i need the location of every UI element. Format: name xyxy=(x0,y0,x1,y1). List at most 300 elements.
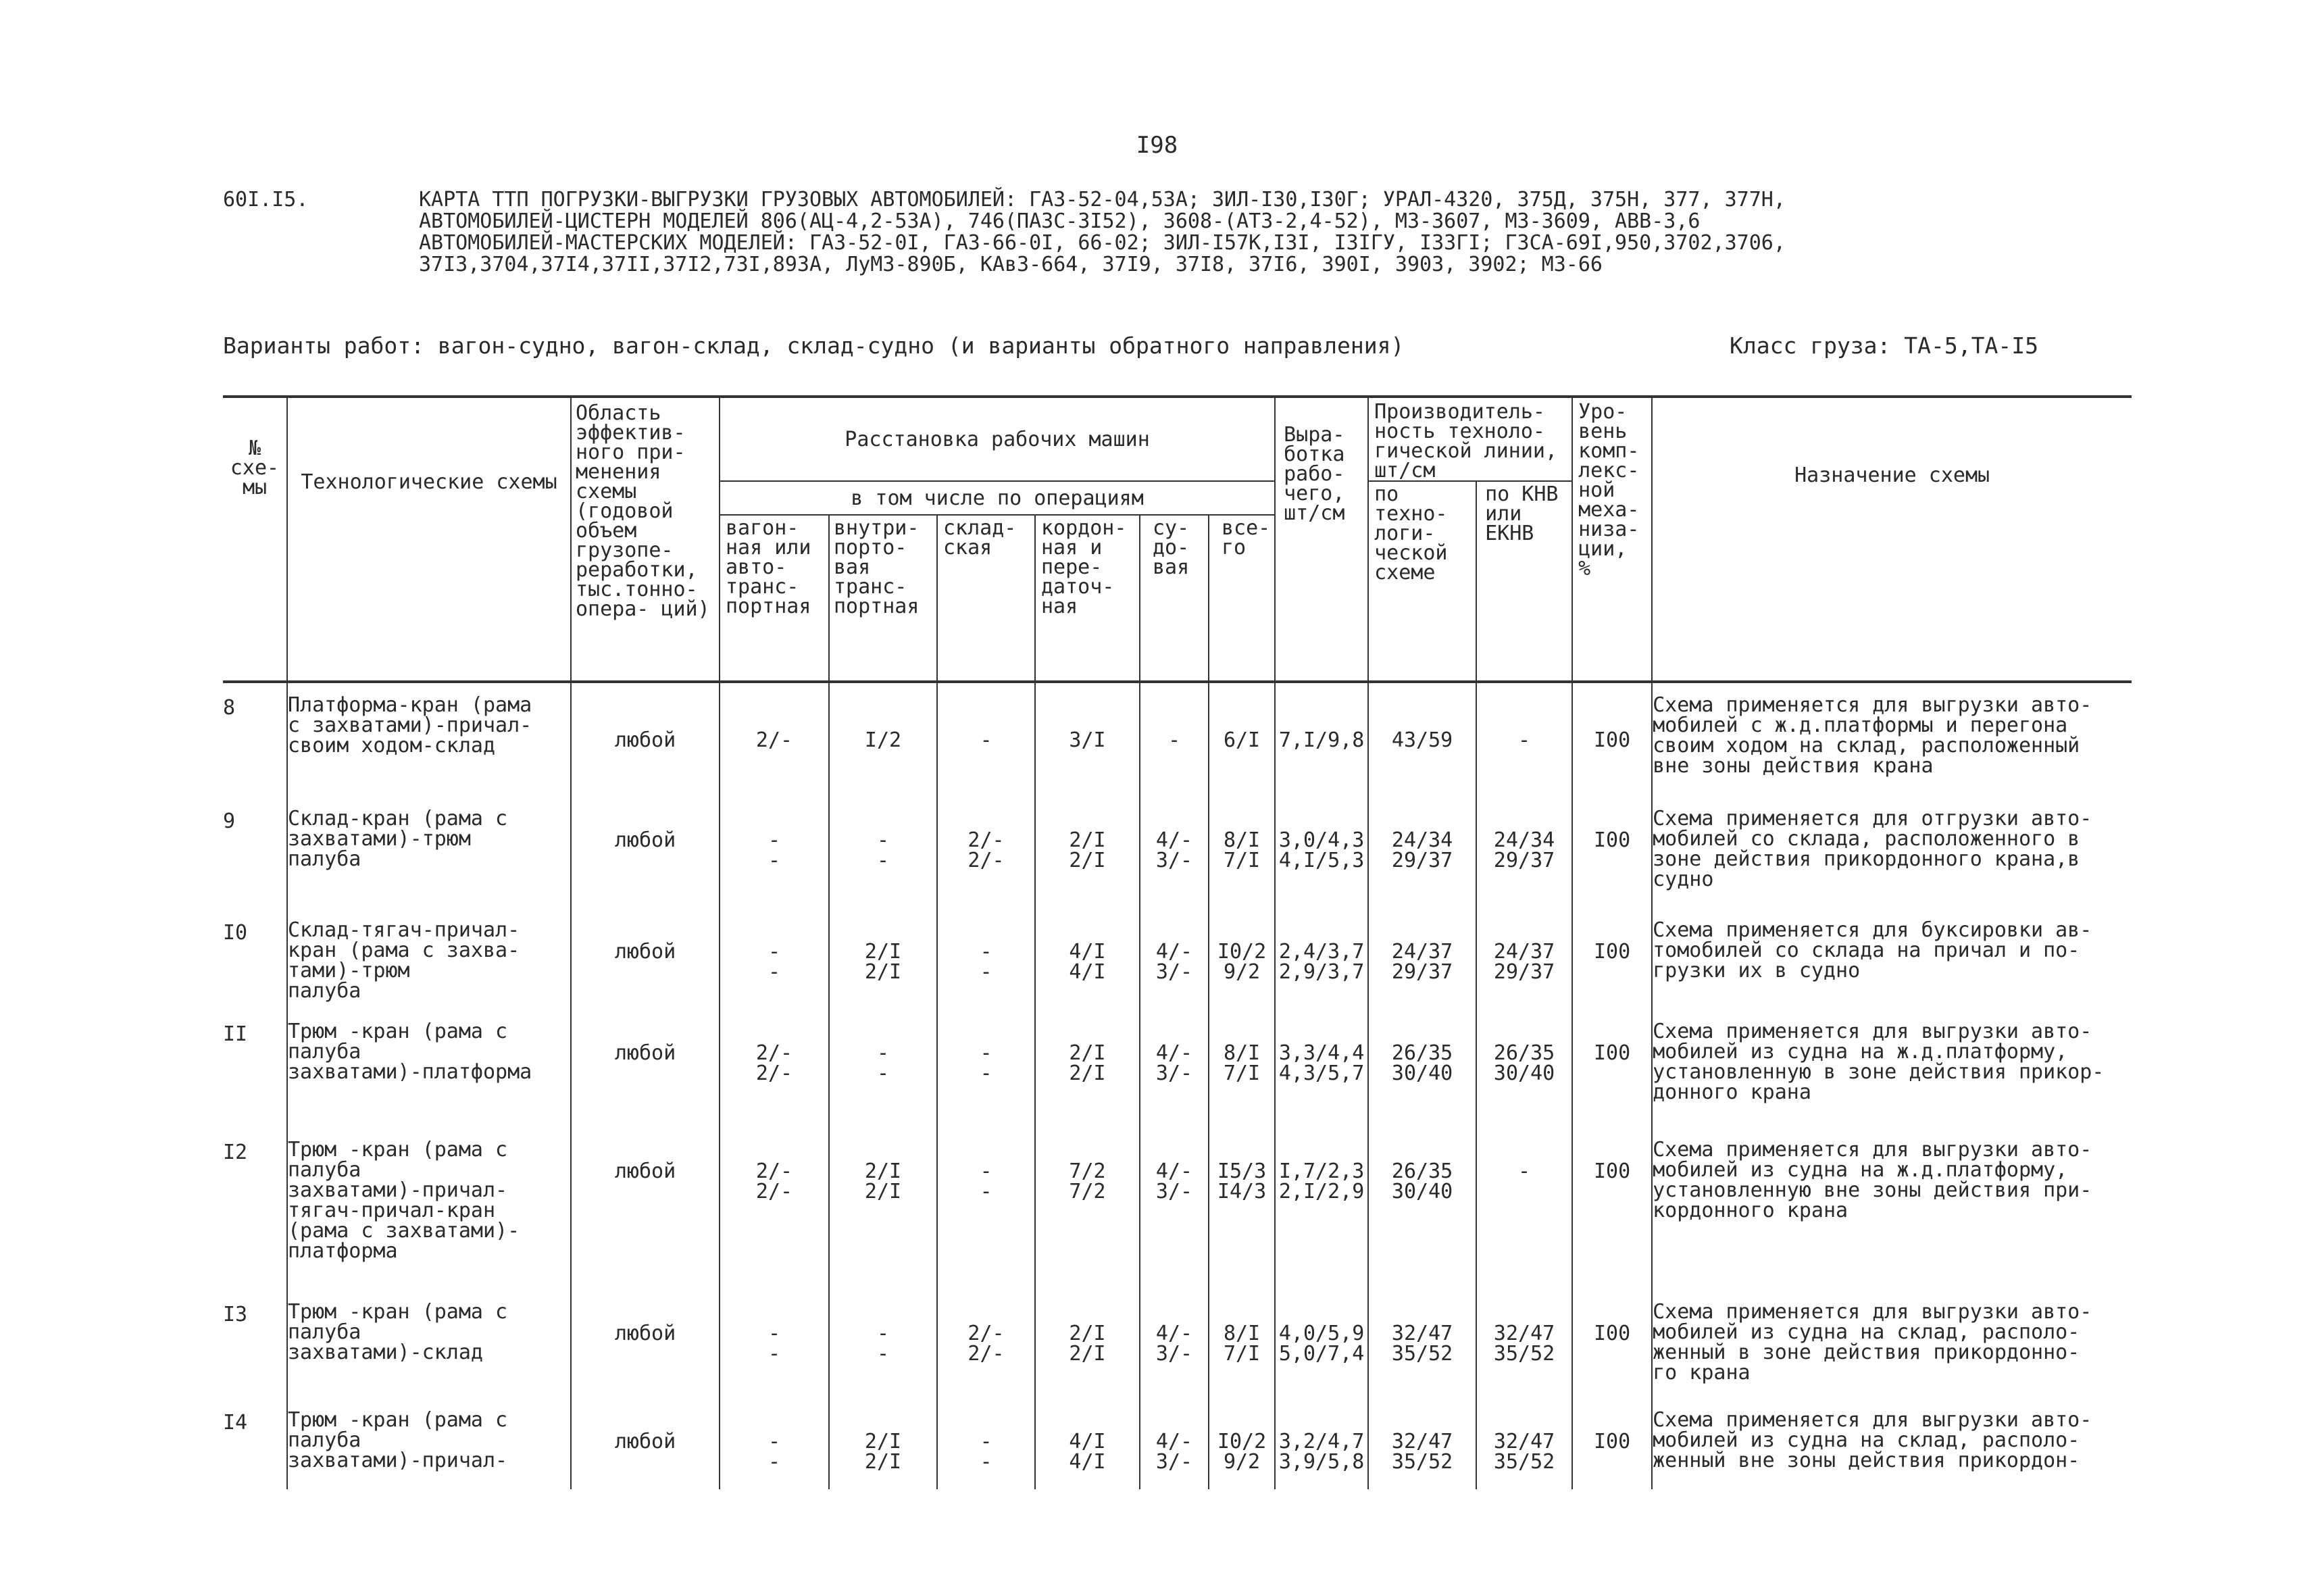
productivity-by-knv-line: 35/52 xyxy=(1493,1450,1555,1474)
worker-output-line: 3,2/4,7 xyxy=(1278,1430,1365,1453)
op-warehouse-line: - xyxy=(980,1450,992,1474)
scheme-purpose-line: кордонного крана xyxy=(1653,1199,1848,1222)
scheme-purpose xyxy=(1652,1290,2132,1398)
scheme-description xyxy=(287,908,571,1009)
op-quay-line: 2/I xyxy=(1069,849,1106,872)
worker-output-line: I,7/2,3 xyxy=(1278,1159,1365,1183)
application-area: любой xyxy=(571,1290,720,1398)
header-mechanization-level: Уро- вень комп- лекс- ной меха- низа- ции, % xyxy=(1572,397,1652,682)
header-line-productivity: Производитель- ность техноло- гической линии, шт/см xyxy=(1368,397,1572,481)
op-total xyxy=(1209,1398,1275,1489)
scheme-purpose-line: Схема применяется для выгрузки авто- xyxy=(1653,1020,2092,1043)
worker-output xyxy=(1275,1009,1368,1128)
op-total xyxy=(1209,682,1275,797)
productivity-by-scheme-line: 24/34 xyxy=(1391,828,1453,852)
worker-output-line: 2,9/3,7 xyxy=(1278,960,1365,984)
scheme-purpose-line: мобилей из судна на склад, располо- xyxy=(1653,1320,2080,1344)
worker-output-line: 4,3/5,7 xyxy=(1278,1062,1365,1085)
op-warehouse xyxy=(937,1290,1035,1398)
header-op-intraport: внутри- порто- вая транс- портная xyxy=(829,515,937,682)
scheme-purpose-line: мобилей из судна на ж.д.платформу, xyxy=(1653,1040,2068,1064)
productivity-by-knv-line: - xyxy=(1518,728,1531,752)
worker-output-line: 2,I/2,9 xyxy=(1278,1180,1365,1203)
scheme-description-line: тами)-трюм xyxy=(288,959,410,982)
op-ship-line: 3/- xyxy=(1155,849,1193,872)
scheme-purpose-line: го крана xyxy=(1653,1361,1751,1385)
productivity-by-knv xyxy=(1476,1398,1572,1489)
op-quay xyxy=(1035,797,1140,908)
scheme-description-line: палуба xyxy=(288,1158,361,1182)
op-ship-line: 4/- xyxy=(1155,1322,1193,1345)
op-intraport-line: 2/I xyxy=(864,960,902,984)
scheme-number: 8 xyxy=(223,696,236,720)
scheme-description-line: платформа xyxy=(288,1239,398,1263)
op-ship-line: 3/- xyxy=(1155,1180,1193,1203)
op-total-line: I5/3 xyxy=(1217,1159,1267,1183)
scheme-number: II xyxy=(223,1022,248,1046)
op-total xyxy=(1209,908,1275,1009)
title-line: АВТОМОБИЛЕЙ-МАСТЕРСКИХ МОДЕЛЕЙ: ГАЗ-52-0I, ГАЗ-66-0I, 66-02; ЗИЛ-I57К,I3I, I3IГУ, I33ГI; ГЗСА-69I,950,3702,3706, xyxy=(419,231,1786,255)
op-intraport xyxy=(829,1290,937,1398)
scheme-number: I3 xyxy=(223,1303,248,1326)
productivity-by-scheme-line: 35/52 xyxy=(1391,1342,1453,1366)
productivity-by-knv-line: 35/52 xyxy=(1493,1342,1555,1366)
op-ship-line: 4/- xyxy=(1155,1159,1193,1183)
scheme-description-line: тягач-причал-кран xyxy=(288,1199,496,1222)
op-warehouse xyxy=(937,1398,1035,1489)
op-intraport-line: - xyxy=(876,849,890,872)
op-total-line: 7/I xyxy=(1223,849,1261,872)
op-quay xyxy=(1035,1009,1140,1128)
op-quay-line: 2/I xyxy=(1069,1342,1106,1366)
application-area: любой xyxy=(571,1128,720,1290)
op-ship xyxy=(1140,908,1209,1009)
op-wagon-auto-line: - xyxy=(768,1450,781,1474)
schemes-table xyxy=(223,395,2132,1489)
scheme-purpose-line: судно xyxy=(1653,868,1714,891)
worker-output-line: 5,0/7,4 xyxy=(1278,1342,1365,1366)
scheme-purpose-line: установленную в зоне действия прикор- xyxy=(1653,1060,2105,1084)
op-total xyxy=(1209,1128,1275,1290)
scheme-purpose-line: женный в зоне действия прикордонно- xyxy=(1653,1341,2080,1364)
productivity-by-knv xyxy=(1476,797,1572,908)
op-intraport-line: I/2 xyxy=(864,728,902,752)
scheme-description-line: захватами)-трюм xyxy=(288,827,471,851)
scheme-description-line: кран (рама с захва- xyxy=(288,939,520,962)
mechanization-level: I00 xyxy=(1572,682,1652,797)
op-ship-line: 3/- xyxy=(1155,1342,1193,1366)
page-number: I98 xyxy=(1136,132,1178,159)
op-warehouse-line: - xyxy=(980,960,992,984)
header-worker-output: Выра- ботка рабо- чего, шт/см xyxy=(1275,397,1368,682)
productivity-by-scheme-line: 32/47 xyxy=(1391,1322,1453,1345)
op-warehouse-line: - xyxy=(980,1180,992,1203)
productivity-by-knv xyxy=(1476,1128,1572,1290)
table-row xyxy=(223,1128,2132,1290)
productivity-by-knv-line: 32/47 xyxy=(1493,1430,1555,1453)
productivity-by-scheme xyxy=(1368,1398,1476,1489)
op-intraport-line: 2/I xyxy=(864,1450,902,1474)
scheme-description xyxy=(287,1398,571,1489)
header-op-quay: кордон- ная и пере- даточ- ная xyxy=(1035,515,1140,682)
op-intraport-line: - xyxy=(876,1342,890,1366)
productivity-by-knv-line: 32/47 xyxy=(1493,1322,1555,1345)
scheme-description-line: Склад-кран (рама с xyxy=(288,807,508,830)
mechanization-level: I00 xyxy=(1572,1128,1652,1290)
op-intraport xyxy=(829,1128,937,1290)
scheme-description-line: (рама с захватами)- xyxy=(288,1219,520,1243)
scheme-purpose-line: Схема применяется для выгрузки авто- xyxy=(1653,693,2092,717)
mechanization-level: I00 xyxy=(1572,797,1652,908)
op-warehouse xyxy=(937,1128,1035,1290)
op-quay-line: 4/I xyxy=(1069,1430,1106,1453)
op-quay xyxy=(1035,682,1140,797)
productivity-by-scheme-line: 29/37 xyxy=(1391,960,1453,984)
scheme-description-line: Трюм -кран (рама с xyxy=(288,1408,508,1432)
productivity-by-knv-line: 24/37 xyxy=(1493,940,1555,964)
op-wagon-auto-line: - xyxy=(768,828,781,852)
op-warehouse-line: 2/- xyxy=(967,828,1005,852)
scheme-description-line: захватами)-причал- xyxy=(288,1449,508,1472)
scheme-purpose-line: Схема применяется для отгрузки авто- xyxy=(1653,807,2092,830)
productivity-by-scheme xyxy=(1368,1009,1476,1128)
worker-output xyxy=(1275,908,1368,1009)
worker-output-line: 7,I/9,8 xyxy=(1278,728,1365,752)
table-row xyxy=(223,1009,2132,1128)
scheme-description-line: палуба xyxy=(288,847,361,871)
op-total xyxy=(1209,1009,1275,1128)
op-total-line: 7/I xyxy=(1223,1062,1261,1085)
op-total-line: I0/2 xyxy=(1217,940,1267,964)
op-wagon-auto-line: - xyxy=(768,940,781,964)
table-row xyxy=(223,797,2132,908)
scheme-purpose xyxy=(1652,797,2132,908)
scheme-purpose-line: мобилей из судна на ж.д.платформу, xyxy=(1653,1158,2068,1182)
op-warehouse-line: - xyxy=(980,940,992,964)
productivity-by-scheme-line: 30/40 xyxy=(1391,1180,1453,1203)
op-quay-line: 2/I xyxy=(1069,828,1106,852)
scheme-description-line: палуба xyxy=(288,1320,361,1344)
title-line: АВТОМОБИЛЕЙ-ЦИСТЕРН МОДЕЛЕЙ 806(АЦ-4,2-53А), 746(ПАЗС-3I52), 3608-(АТЗ-2,4-52), МЗ-3607, МЗ-3609, АВВ-3,6 xyxy=(419,209,1701,233)
op-quay-line: 4/I xyxy=(1069,1450,1106,1474)
op-ship-line: - xyxy=(1167,728,1181,752)
op-wagon-auto xyxy=(720,908,829,1009)
scheme-description xyxy=(287,1290,571,1398)
header-machine-placement: Расстановка рабочих машин xyxy=(720,397,1275,481)
scheme-description xyxy=(287,1128,571,1290)
scheme-description-line: Трюм -кран (рама с xyxy=(288,1020,508,1043)
scheme-purpose-line: мобилей из судна на склад, располо- xyxy=(1653,1428,2080,1452)
op-quay-line: 2/I xyxy=(1069,1041,1106,1065)
op-total-line: 9/2 xyxy=(1223,960,1261,984)
op-intraport-line: - xyxy=(876,1322,890,1345)
op-quay-line: 7/2 xyxy=(1069,1180,1106,1203)
header-prod-by-knv: по КНВ или ЕКНВ xyxy=(1476,481,1572,682)
productivity-by-knv xyxy=(1476,682,1572,797)
scheme-purpose-line: донного крана xyxy=(1653,1080,1811,1104)
op-warehouse-line: - xyxy=(980,1041,992,1065)
op-ship xyxy=(1140,1290,1209,1398)
scheme-description-line: Склад-тягач-причал- xyxy=(288,918,520,942)
op-wagon-auto-line: - xyxy=(768,1430,781,1453)
op-warehouse-line: 2/- xyxy=(967,1342,1005,1366)
productivity-by-knv xyxy=(1476,1290,1572,1398)
productivity-by-knv-line: 30/40 xyxy=(1493,1062,1555,1085)
productivity-by-knv xyxy=(1476,1009,1572,1128)
cargo-class: Класс груза: ТА-5,ТА-I5 xyxy=(1730,332,2038,359)
op-intraport xyxy=(829,1009,937,1128)
productivity-by-scheme-line: 32/47 xyxy=(1391,1430,1453,1453)
op-intraport xyxy=(829,797,937,908)
productivity-by-scheme-line: 43/59 xyxy=(1391,728,1453,752)
worker-output-line: 3,9/5,8 xyxy=(1278,1450,1365,1474)
productivity-by-knv-line: 29/37 xyxy=(1493,960,1555,984)
op-quay xyxy=(1035,1128,1140,1290)
document-title xyxy=(223,189,2216,276)
productivity-by-scheme xyxy=(1368,1290,1476,1398)
op-ship xyxy=(1140,1398,1209,1489)
application-area: любой xyxy=(571,1009,720,1128)
title-line: КАРТА ТТП ПОГРУЗКИ-ВЫГРУЗКИ ГРУЗОВЫХ АВТОМОБИЛЕЙ: ГАЗ-52-04,53А; ЗИЛ-I30,I30Г; УРАЛ-4320, 375Д, 375Н, 377, 377Н, xyxy=(419,188,1786,211)
work-variants: Варианты работ: вагон-судно, вагон-склад, склад-судно (и варианты обратного направления) xyxy=(223,332,1405,359)
op-intraport-line: - xyxy=(876,1062,890,1085)
application-area: любой xyxy=(571,908,720,1009)
productivity-by-scheme-line: 30/40 xyxy=(1391,1062,1453,1085)
application-area: любой xyxy=(571,797,720,908)
productivity-by-knv-line: 24/34 xyxy=(1493,828,1555,852)
application-area: любой xyxy=(571,682,720,797)
op-wagon-auto-line: - xyxy=(768,849,781,872)
op-total-line: 8/I xyxy=(1223,828,1261,852)
op-quay xyxy=(1035,1398,1140,1489)
op-ship-line: 3/- xyxy=(1155,1062,1193,1085)
op-wagon-auto xyxy=(720,1009,829,1128)
scheme-description-line: Трюм -кран (рама с xyxy=(288,1300,508,1324)
op-quay xyxy=(1035,908,1140,1009)
op-warehouse xyxy=(937,682,1035,797)
scheme-purpose xyxy=(1652,1398,2132,1489)
productivity-by-knv-line: 26/35 xyxy=(1493,1041,1555,1065)
scheme-description-line: захватами)-причал- xyxy=(288,1178,508,1202)
worker-output-line: 3,3/4,4 xyxy=(1278,1041,1365,1065)
op-total xyxy=(1209,797,1275,908)
op-ship-line: 4/- xyxy=(1155,1430,1193,1453)
op-warehouse xyxy=(937,908,1035,1009)
scheme-purpose-line: томобилей со склада на причал и по- xyxy=(1653,939,2080,962)
header-scheme-number: № схе- мы xyxy=(223,397,287,682)
op-ship-line: 3/- xyxy=(1155,960,1193,984)
table-row xyxy=(223,1398,2132,1489)
op-quay xyxy=(1035,1290,1140,1398)
worker-output-line: 4,0/5,9 xyxy=(1278,1322,1365,1345)
scheme-description-line: Платформа-кран (рама xyxy=(288,693,532,717)
scheme-purpose-line: Схема применяется для выгрузки авто- xyxy=(1653,1138,2092,1162)
op-wagon-auto-line: 2/- xyxy=(755,1159,793,1183)
op-total-line: I0/2 xyxy=(1217,1430,1267,1453)
op-ship xyxy=(1140,1009,1209,1128)
table-body xyxy=(223,682,2132,1489)
op-quay-line: 3/I xyxy=(1069,728,1106,752)
productivity-by-scheme xyxy=(1368,682,1476,797)
worker-output xyxy=(1275,1128,1368,1290)
worker-output xyxy=(1275,797,1368,908)
scheme-description xyxy=(287,797,571,908)
scheme-purpose-line: зоне действия прикордонного крана,в xyxy=(1653,847,2080,871)
scheme-description xyxy=(287,1009,571,1128)
op-total xyxy=(1209,1290,1275,1398)
scheme-description-line: захватами)-склад xyxy=(288,1341,483,1364)
productivity-by-scheme-line: 24/37 xyxy=(1391,940,1453,964)
op-wagon-auto-line: 2/- xyxy=(755,728,793,752)
mechanization-level: I00 xyxy=(1572,908,1652,1009)
op-wagon-auto-line: - xyxy=(768,1322,781,1345)
scheme-number: I2 xyxy=(223,1141,248,1164)
op-intraport-line: 2/I xyxy=(864,1159,902,1183)
productivity-by-scheme-line: 26/35 xyxy=(1391,1041,1453,1065)
op-wagon-auto xyxy=(720,797,829,908)
op-ship xyxy=(1140,682,1209,797)
scheme-number: I0 xyxy=(223,921,248,945)
header-prod-by-scheme: по техно- логи- ческой схеме xyxy=(1368,481,1476,682)
scheme-purpose xyxy=(1652,1128,2132,1290)
op-warehouse xyxy=(937,797,1035,908)
scheme-description-line: палуба xyxy=(288,979,361,1003)
op-ship xyxy=(1140,1128,1209,1290)
op-intraport-line: 2/I xyxy=(864,1430,902,1453)
op-wagon-auto xyxy=(720,1128,829,1290)
productivity-by-knv-line: 29/37 xyxy=(1493,849,1555,872)
op-total-line: 8/I xyxy=(1223,1041,1261,1065)
op-quay-line: 4/I xyxy=(1069,960,1106,984)
table-row xyxy=(223,1290,2132,1398)
op-warehouse-line: 2/- xyxy=(967,849,1005,872)
header-op-total: все- го xyxy=(1209,515,1275,682)
scheme-purpose-line: Схема применяется для буксировки ав- xyxy=(1653,918,2092,942)
header-op-wagon-auto: вагон- ная или авто- транс- портная xyxy=(720,515,829,682)
worker-output xyxy=(1275,1398,1368,1489)
worker-output xyxy=(1275,1290,1368,1398)
productivity-by-scheme-line: 35/52 xyxy=(1391,1450,1453,1474)
op-total-line: 6/I xyxy=(1223,728,1261,752)
productivity-by-knv-line: - xyxy=(1518,1159,1531,1183)
table-row xyxy=(223,682,2132,797)
op-quay-line: 2/I xyxy=(1069,1322,1106,1345)
op-wagon-auto xyxy=(720,1398,829,1489)
op-ship-line: 3/- xyxy=(1155,1450,1193,1474)
op-warehouse-line: - xyxy=(980,1062,992,1085)
op-total-line: I4/3 xyxy=(1217,1180,1267,1203)
op-quay-line: 7/2 xyxy=(1069,1159,1106,1183)
table-row xyxy=(223,908,2132,1009)
op-intraport xyxy=(829,1398,937,1489)
op-ship-line: 4/- xyxy=(1155,1041,1193,1065)
op-wagon-auto-line: - xyxy=(768,1342,781,1366)
worker-output-line: 2,4/3,7 xyxy=(1278,940,1365,964)
op-warehouse-line: - xyxy=(980,1430,992,1453)
header-technological-schemes: Технологические схемы xyxy=(287,397,571,682)
header-by-operations: в том числе по операциям xyxy=(720,481,1275,515)
scheme-description-line: палуба xyxy=(288,1428,361,1452)
op-warehouse-line: 2/- xyxy=(967,1322,1005,1345)
op-intraport xyxy=(829,682,937,797)
mechanization-level: I00 xyxy=(1572,1009,1652,1128)
scheme-purpose-line: женный вне зоны действия прикордон- xyxy=(1653,1449,2080,1472)
scheme-purpose-line: вне зоны действия крана xyxy=(1653,754,1934,778)
productivity-by-scheme xyxy=(1368,1128,1476,1290)
op-intraport-line: 2/I xyxy=(864,1180,902,1203)
op-intraport-line: - xyxy=(876,1041,890,1065)
worker-output-line: 4,I/5,3 xyxy=(1278,849,1365,872)
header-application-area: Область эффектив- ного при- менения схемы (годовой объем грузопе- реработки, тыс.тонно- опера- ций) xyxy=(571,397,720,682)
op-total-line: 9/2 xyxy=(1223,1450,1261,1474)
scheme-purpose xyxy=(1652,1009,2132,1128)
scheme-purpose xyxy=(1652,682,2132,797)
productivity-by-scheme-line: 29/37 xyxy=(1391,849,1453,872)
scheme-description xyxy=(287,682,571,797)
op-warehouse xyxy=(937,1009,1035,1128)
application-area: любой xyxy=(571,1398,720,1489)
scheme-purpose-line: грузки их в судно xyxy=(1653,959,1861,982)
worker-output-line: 3,0/4,3 xyxy=(1278,828,1365,852)
header-scheme-purpose: Назначение схемы xyxy=(1652,397,2132,682)
scheme-purpose-line: мобилей с ж.д.платформы и перегона xyxy=(1653,714,2068,737)
op-total-line: 7/I xyxy=(1223,1342,1261,1366)
productivity-by-scheme xyxy=(1368,908,1476,1009)
op-intraport-line: - xyxy=(876,828,890,852)
header-op-warehouse: склад- ская xyxy=(937,515,1035,682)
op-wagon-auto-line: 2/- xyxy=(755,1062,793,1085)
title-line: 37I3,3704,37I4,37II,37I2,73I,893А, ЛуМЗ-890Б, КАвЗ-664, 37I9, 37I8, 37I6, 390I, 3903, 3902; МЗ-66 xyxy=(419,253,1603,276)
op-intraport-line: 2/I xyxy=(864,940,902,964)
op-wagon-auto-line: 2/- xyxy=(755,1180,793,1203)
mechanization-level: I00 xyxy=(1572,1398,1652,1489)
scheme-purpose-line: Схема применяется для выгрузки авто- xyxy=(1653,1408,2092,1432)
scheme-description-line: палуба xyxy=(288,1040,361,1064)
op-wagon-auto xyxy=(720,1290,829,1398)
op-warehouse-line: - xyxy=(980,728,992,752)
scheme-purpose-line: мобилей со склада, расположенного в xyxy=(1653,827,2080,851)
productivity-by-knv xyxy=(1476,908,1572,1009)
scheme-description-line: захватами)-платформа xyxy=(288,1060,532,1084)
scheme-purpose-line: своим ходом на склад, расположенный xyxy=(1653,734,2080,757)
op-wagon-auto xyxy=(720,682,829,797)
scheme-number: 9 xyxy=(223,809,236,833)
op-ship-line: 4/- xyxy=(1155,940,1193,964)
op-quay-line: 4/I xyxy=(1069,940,1106,964)
scheme-number: I4 xyxy=(223,1411,248,1435)
header-op-ship: су- до- вая xyxy=(1140,515,1209,682)
scheme-description-line: Трюм -кран (рама с xyxy=(288,1138,508,1162)
scheme-description-line: с захватами)-причал- xyxy=(288,714,532,737)
scheme-purpose xyxy=(1652,908,2132,1009)
productivity-by-scheme xyxy=(1368,797,1476,908)
worker-output xyxy=(1275,682,1368,797)
op-ship xyxy=(1140,797,1209,908)
scheme-purpose-line: Схема применяется для выгрузки авто- xyxy=(1653,1300,2092,1324)
mechanization-level: I00 xyxy=(1572,1290,1652,1398)
op-warehouse-line: - xyxy=(980,1159,992,1183)
scheme-purpose-line: установленную вне зоны действия при- xyxy=(1653,1178,2092,1202)
op-ship-line: 4/- xyxy=(1155,828,1193,852)
scheme-description-line: своим ходом-склад xyxy=(288,734,496,757)
op-total-line: 8/I xyxy=(1223,1322,1261,1345)
productivity-by-scheme-line: 26/35 xyxy=(1391,1159,1453,1183)
op-wagon-auto-line: 2/- xyxy=(755,1041,793,1065)
op-intraport xyxy=(829,908,937,1009)
op-quay-line: 2/I xyxy=(1069,1062,1106,1085)
op-wagon-auto-line: - xyxy=(768,960,781,984)
document-number: 60I.I5. xyxy=(223,188,309,211)
